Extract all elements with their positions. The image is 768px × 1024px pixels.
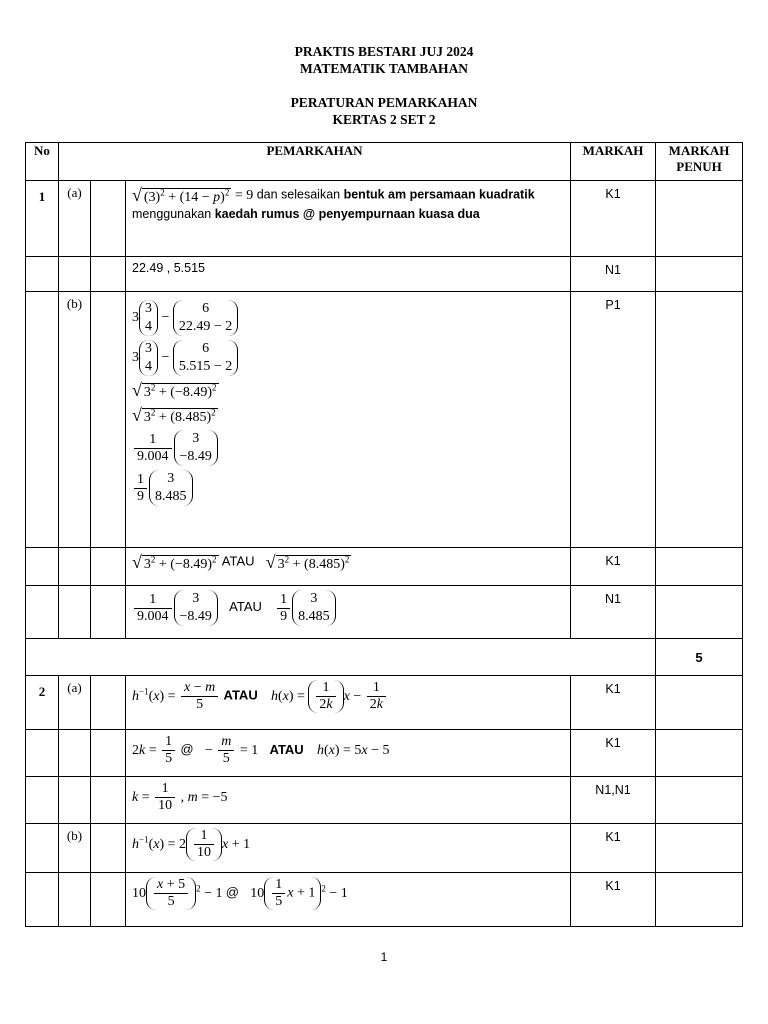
mark-cell: K1 bbox=[571, 676, 656, 730]
mark-cell: K1 bbox=[571, 548, 656, 586]
marking-text: $\frac{1}{9.004}$ 3 −8.49 ATAU $\frac{1}{9}$ 3 8.485 bbox=[126, 586, 571, 639]
doc-title-line4: KERTAS 2 SET 2 bbox=[332, 112, 436, 127]
full-mark-total: 5 bbox=[656, 639, 743, 676]
table-row bbox=[26, 257, 743, 292]
roots-value: 22.49 , 5.515 bbox=[126, 257, 571, 292]
table-row bbox=[26, 548, 743, 586]
marking-text: √ $3^2 + (-8.49)^2$ ATAU √ $3^2 + (8.485)^2$ bbox=[126, 548, 571, 586]
marking-text: $h^{-1}(x)$ = $\frac{x - m}{5}$ ATAU h(x) = $\frac{1}{2k}$ x − $\frac{1}{2k}$ bbox=[126, 676, 571, 730]
table-row bbox=[26, 824, 743, 873]
marking-text: 2k = $\frac{1}{5}$ @ − $\frac{m}{5}$ = 1 ATAU h(x) = 5x − 5 bbox=[126, 730, 571, 777]
table-row bbox=[26, 586, 743, 639]
marking-scheme-table bbox=[25, 142, 743, 927]
marking-text: $h^{-1}(x) = 2$ $\frac{1}{10}$ x + 1 bbox=[126, 824, 571, 873]
table-row bbox=[26, 873, 743, 927]
mark-cell: N1,N1 bbox=[571, 777, 656, 824]
part-label: (b) bbox=[59, 824, 91, 873]
table-row bbox=[26, 777, 743, 824]
marking-text: 33 4 − 6 22.49 − 2 33 4 − 6 5.515 − 2 √ $3^2 + (-8.49)^2$ √ $3^2 + (8.485)^2$ $\frac{1}{9.004}$ 3 −8.49 $\frac{1}{9}$ 3 8.485 bbox=[126, 292, 571, 548]
col-header-markah: MARKAH bbox=[571, 143, 656, 181]
doc-title-line2: MATEMATIK TAMBAHAN bbox=[299, 61, 469, 76]
marking-text: √ $(3)^2 + (14 - p)^2 = 9$ dan selesaikan bentuk am persamaan kuadratik menggunakan kaedah rumus @ penyempurnaan kuasa dua bbox=[126, 181, 571, 257]
mark-cell: K1 bbox=[571, 873, 656, 927]
doc-title-line1: PRAKTIS BESTARI JUJ 2024 bbox=[294, 44, 474, 59]
marking-text: 10 $\frac{x + 5}{5}$ $^2$ − 1 @ 10 $\frac{1}{5}$ x + 1 $^2$ − 1 bbox=[126, 873, 571, 927]
part-label: (a) bbox=[59, 181, 91, 257]
question-number: 2 bbox=[26, 676, 59, 730]
table-row bbox=[26, 676, 743, 730]
table-row bbox=[26, 181, 743, 257]
col-header-no: No bbox=[26, 143, 59, 181]
col-header-pemarkahan: PEMARKAHAN bbox=[59, 143, 571, 181]
marking-text: k = $\frac{1}{10}$ , m = −5 bbox=[126, 777, 571, 824]
table-row bbox=[26, 730, 743, 777]
mark-cell: N1 bbox=[571, 586, 656, 639]
table-row-total bbox=[26, 639, 743, 676]
table-header-row bbox=[26, 143, 743, 181]
mark-cell: P1 bbox=[571, 292, 656, 548]
mark-cell: N1 bbox=[571, 257, 656, 292]
part-label: (b) bbox=[59, 292, 91, 548]
page-number: 1 bbox=[380, 950, 388, 964]
mark-cell: K1 bbox=[571, 730, 656, 777]
doc-title-line3: PERATURAN PEMARKAHAN bbox=[290, 95, 478, 110]
question-number: 1 bbox=[26, 181, 59, 257]
part-label: (a) bbox=[59, 676, 91, 730]
mark-cell: K1 bbox=[571, 824, 656, 873]
table-row bbox=[26, 292, 743, 548]
col-header-markah-penuh: MARKAH PENUH bbox=[656, 143, 743, 181]
mark-cell: K1 bbox=[571, 181, 656, 257]
